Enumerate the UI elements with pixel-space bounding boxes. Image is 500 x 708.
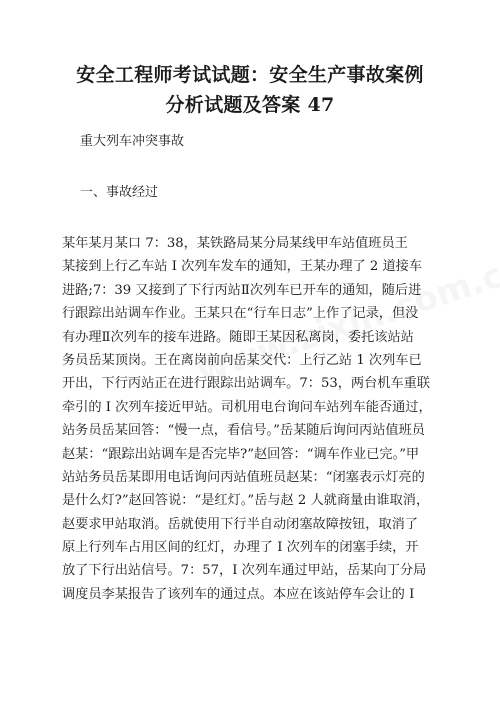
body-line: 站务员岳某回答：“慢一点，看信号。”岳某随后询问丙站值班员 [62, 423, 425, 439]
body-paragraph [62, 232, 437, 606]
body-line: 是什么灯?”赵回答说：“是红灯。”岳与赵 2 人就商量由谁取消， [62, 493, 430, 509]
body-line: 有办理Ⅱ次列车的接车进路。随即王某因私离岗，委托该站站 [62, 329, 414, 345]
document-title [40, 60, 460, 120]
case-subtitle: 重大列车冲突事故 [80, 134, 185, 149]
section-heading: 一、事故经过 [80, 185, 159, 200]
body-line: 某接到上行乙车站 I 次列车发车的通知，王某办理了 2 道接车 [62, 259, 423, 275]
title-line-2: 分析试题及答案 47 [165, 94, 335, 116]
body-line: 原上行列车占用区间的红灯，办理了 I 次列车的闭塞手续，开 [62, 540, 419, 556]
body-line: 开出，下行丙站正在进行跟踪出站调车。7：53，两台机车重联 [62, 376, 431, 392]
body-line: 调度员李某报告了该列车的通过点。本应在该站停车会让的 I [62, 586, 415, 602]
body-line: 牵引的 I 次列车接近甲站。司机用电台询问车站列车能否通过， [62, 399, 432, 415]
body-line: 某年某月某口 7：38，某铁路局某分局某线甲车站值班员王 [62, 236, 408, 251]
body-line: 放了下行出站信号。7：57，I 次列车通过甲站，岳某向丁分局 [62, 563, 427, 579]
body-line: 站站务员岳某即用电话询问丙站值班员赵某：“闭塞表示灯亮的 [62, 469, 425, 485]
body-line: 赵某：“跟踪出站调车是否完毕?”赵回答：“调车作业已完。”甲 [62, 446, 420, 462]
body-line: 行跟踪出站调车作业。王某只在“行车日志”上作了记录，但没 [62, 306, 419, 322]
body-line: 务员岳某顶岗。王在离岗前向岳某交代：上行乙站 1 次列车已 [62, 352, 422, 368]
body-line: 进路;7：39 又接到了下行丙站Ⅱ次列车已开车的通知，随后进 [62, 282, 422, 298]
body-line: 赵要求甲站取消。岳就使用下行半自动闭塞故障按钮，取消了 [62, 516, 419, 532]
title-line-1: 安全工程师考试试题：安全生产事故案例 [76, 64, 424, 86]
